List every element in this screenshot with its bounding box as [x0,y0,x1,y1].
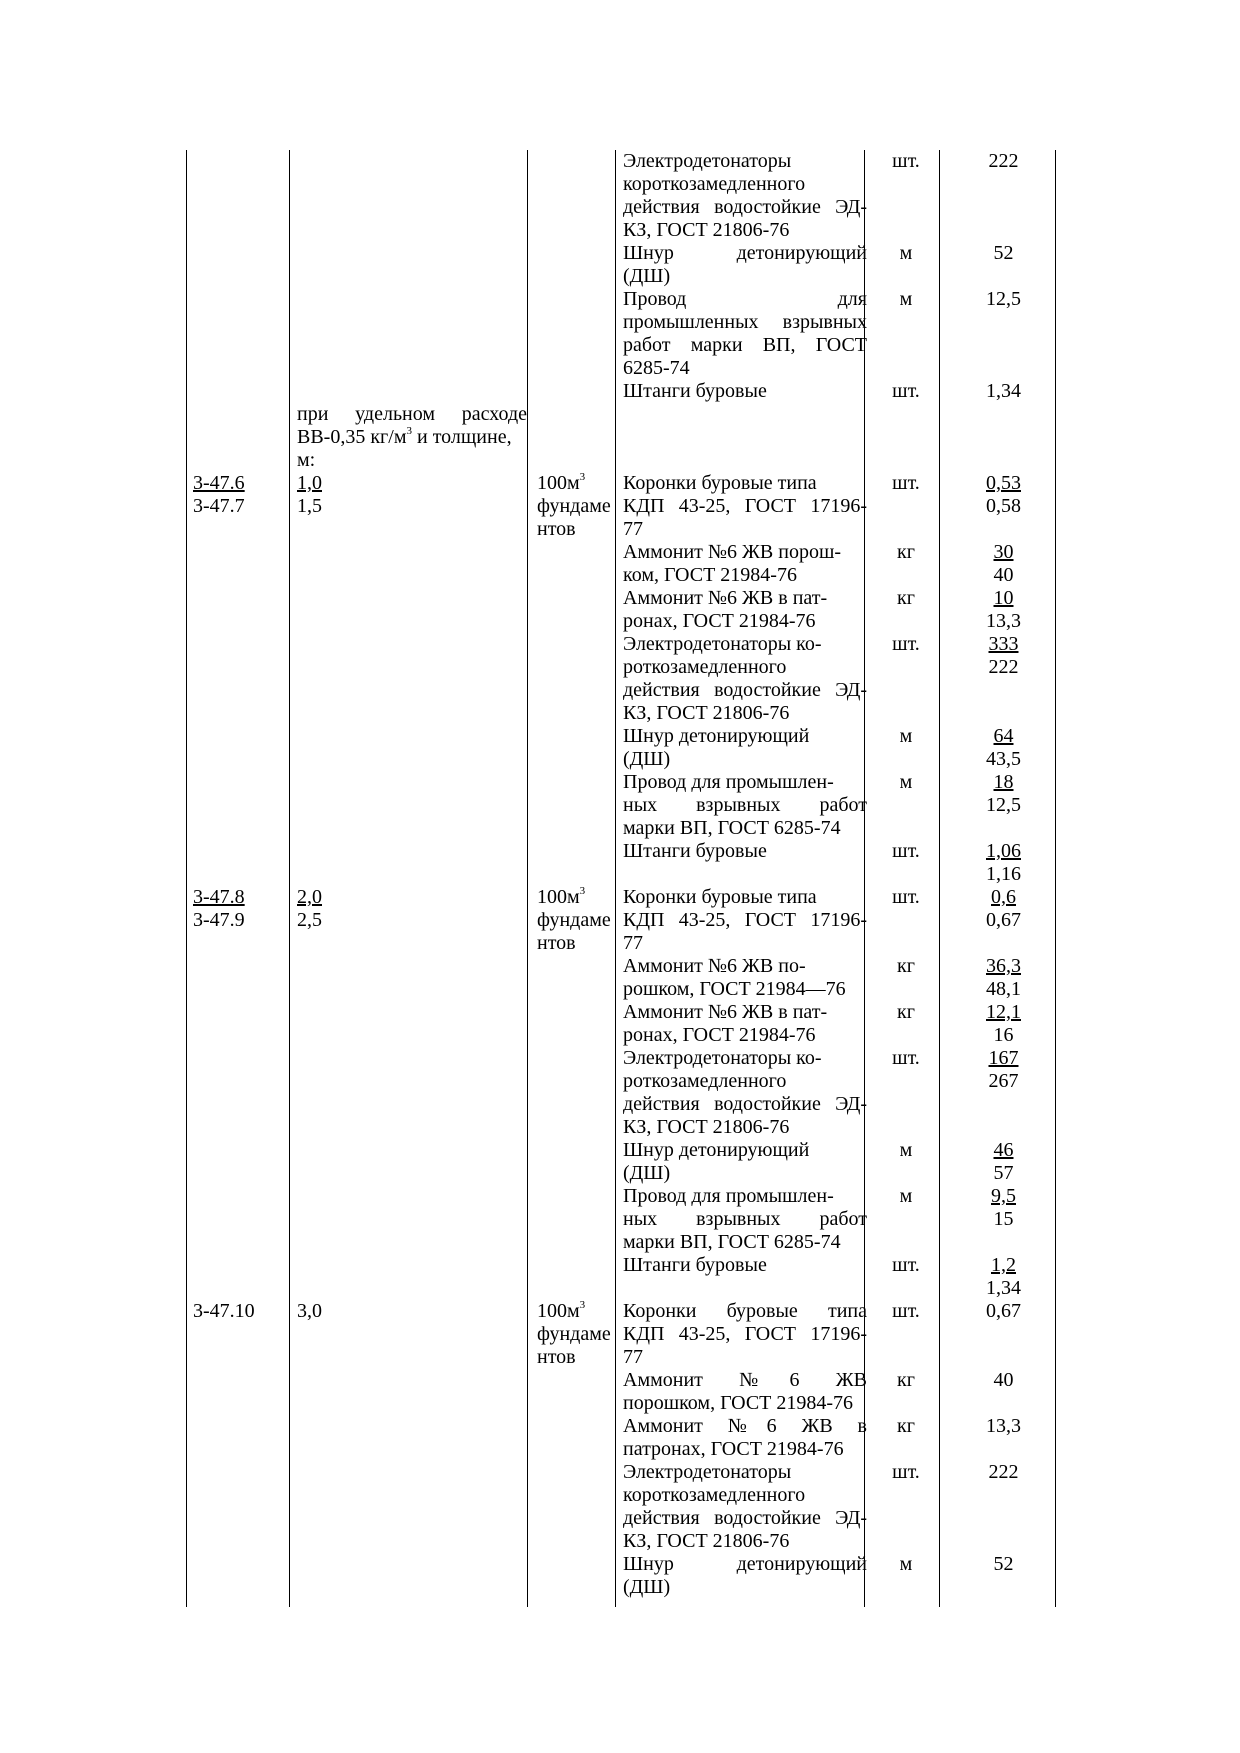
quantity-cell: 13,3 [986,610,1021,632]
resource-name-line: действия водостойкие ЭД- [623,1507,867,1529]
table-rule [289,150,290,1607]
quantity-cell: 167 [988,1047,1019,1069]
quantity-cell: 57 [993,1162,1014,1184]
quantity-cell: 12,1 [986,1001,1021,1023]
resource-name-line: Шнур детонирующий [623,1553,867,1575]
thickness-value: 1,0 [297,472,322,494]
unit-cell: шт. [892,380,920,402]
resource-name-line: Провод для [623,288,867,310]
quantity-cell: 40 [993,1369,1014,1391]
quantity-cell: 52 [993,242,1014,264]
resource-name-line: рошком, ГОСТ 21984—76 [623,978,846,1000]
resource-name-line: 77 [623,932,643,954]
unit-cell: кг [897,1369,915,1391]
unit-cell: м [899,725,913,747]
resource-name-line: действия водостойкие ЭД- [623,679,867,701]
resource-name-line: роткозамедленного [623,1070,787,1092]
resource-name-line: марки ВП, ГОСТ 6285-74 [623,1231,841,1253]
resource-name-line: ных взрывных работ [623,794,867,816]
quantity-cell: 0,53 [986,472,1021,494]
norm-code: 3-47.8 [193,886,245,908]
resource-name-line: Провод для промышлен- [623,771,834,793]
quantity-cell: 0,67 [986,1300,1021,1322]
quantity-cell: 1,34 [986,380,1021,402]
resource-name-line: (ДШ) [623,1576,671,1598]
resource-name-line: Шнур детонирующий [623,242,867,264]
resource-name-line: 6285-74 [623,357,690,379]
measure-unit: нтов [537,932,576,954]
resource-name-line: Аммонит №6 ЖВ по- [623,955,806,977]
quantity-cell: 36,3 [986,955,1021,977]
measure-unit: $100м^3$ [537,885,586,908]
norm-code: 3-47.6 [193,472,245,494]
resource-name-line: роткозамедленного [623,656,787,678]
resource-name-line: Электродетонаторы [623,150,792,172]
resource-name-line: 77 [623,1346,643,1368]
measure-unit: нтов [537,518,576,540]
quantity-cell: 12,5 [986,288,1021,310]
resource-name-line: Шнур детонирующий [623,725,810,747]
resource-name-line: Штанги буровые [623,380,767,402]
resource-name-line: Электродетонаторы [623,1461,792,1483]
quantity-cell: 16 [993,1024,1014,1046]
resource-name-line: патронах, ГОСТ 21984-76 [623,1438,844,1460]
quantity-cell: 0,58 [986,495,1021,517]
resource-name-line: Провод для промышлен- [623,1185,834,1207]
resource-name-line: короткозамедленного [623,173,806,195]
resource-name-line: Коронки буровые типа [623,472,817,494]
resource-name-line: Аммонит №6 ЖВ порош- [623,541,842,563]
unit-cell: кг [897,1415,915,1437]
norm-code: 3-47.10 [193,1300,255,1322]
resource-name-line: КДП 43-25, ГОСТ 17196- [623,909,867,931]
unit-cell: м [899,1185,913,1207]
unit-cell: м [899,288,913,310]
resource-name-line: Коронки буровые типа [623,886,817,908]
quantity-cell: 48,1 [986,978,1021,1000]
resource-name-line: (ДШ) [623,1162,671,1184]
quantity-cell: 43,5 [986,748,1021,770]
quantity-cell: 40 [993,564,1014,586]
measure-unit: $100м^3$ [537,1299,586,1322]
resource-name-line: действия водостойкие ЭД- [623,1093,867,1115]
resource-name-line: ронах, ГОСТ 21984-76 [623,610,816,632]
norm-code: 3-47.9 [193,909,245,931]
quantity-cell: 267 [988,1070,1019,1092]
resource-name-line: Коронки буровые типа [623,1300,867,1322]
thickness-value: 1,5 [297,495,322,517]
measure-unit: нтов [537,1346,576,1368]
unit-cell: м [899,1139,913,1161]
unit-cell: шт. [892,150,920,172]
measure-unit: фундаме [537,1323,611,1345]
unit-cell: шт. [892,840,920,862]
measure-unit: фундаме [537,909,611,931]
measure-unit: $100м^3$ [537,471,586,494]
quantity-cell: 333 [988,633,1019,655]
quantity-cell: 1,16 [986,863,1021,885]
resource-name-line: ронах, ГОСТ 21984-76 [623,1024,816,1046]
resource-name-line: Электродетонаторы ко- [623,1047,822,1069]
resource-name-line: Шнур детонирующий [623,1139,810,1161]
measure-unit: фундаме [537,495,611,517]
resource-name-line: 77 [623,518,643,540]
unit-cell: м [899,771,913,793]
resource-name-line: марки ВП, ГОСТ 6285-74 [623,817,841,839]
quantity-cell: 64 [993,725,1014,747]
resource-name-line: порошком, ГОСТ 21984-76 [623,1392,854,1414]
resource-name-line: КЗ, ГОСТ 21806-76 [623,1530,790,1552]
table-rule [186,150,187,1607]
unit-cell: шт. [892,1047,920,1069]
resource-name-line: КЗ, ГОСТ 21806-76 [623,219,790,241]
quantity-cell: 1,34 [986,1277,1021,1299]
quantity-cell: 52 [993,1553,1014,1575]
resource-name-line: КЗ, ГОСТ 21806-76 [623,702,790,724]
resource-name-line: Аммонит №6 ЖВ [623,1369,867,1391]
resource-name-line: КЗ, ГОСТ 21806-76 [623,1116,790,1138]
resource-name-line: короткозамедленного [623,1484,806,1506]
thickness-value: 2,0 [297,886,322,908]
unit-cell: шт. [892,1254,920,1276]
table-rule [939,150,940,1607]
intro-line: м: [297,449,316,471]
quantity-cell: 0,67 [986,909,1021,931]
intro-line: при удельном расходе [297,403,527,425]
unit-cell: м [899,242,913,264]
quantity-cell: 1,06 [986,840,1021,862]
resource-name-line: Штанги буровые [623,1254,767,1276]
quantity-cell: 18 [993,771,1014,793]
resource-name-line: промышленных взрывных [623,311,867,333]
unit-cell: кг [897,541,915,563]
unit-cell: шт. [892,886,920,908]
quantity-cell: 13,3 [986,1415,1021,1437]
resource-name-line: (ДШ) [623,748,671,770]
unit-cell: кг [897,1001,915,1023]
unit-cell: м [899,1553,913,1575]
quantity-cell: 10 [993,587,1014,609]
resource-name-line: Аммонит №6 ЖВ в пат- [623,587,828,609]
resource-name-line: КДП 43-25, ГОСТ 17196- [623,1323,867,1345]
resource-name-line: ных взрывных работ [623,1208,867,1230]
unit-cell: шт. [892,472,920,494]
quantity-cell: 222 [988,1461,1019,1483]
resource-name-line: ком, ГОСТ 21984-76 [623,564,797,586]
quantity-cell: 222 [988,656,1019,678]
unit-cell: шт. [892,1461,920,1483]
quantity-cell: 9,5 [991,1185,1016,1207]
unit-cell: кг [897,955,915,977]
resource-name-line: (ДШ) [623,265,671,287]
quantity-cell: 46 [993,1139,1014,1161]
resource-name-line: Штанги буровые [623,840,767,862]
resource-name-line: Аммонит №6 ЖВ в [623,1415,867,1437]
unit-cell: шт. [892,633,920,655]
quantity-cell: 15 [993,1208,1014,1230]
quantity-cell: 12,5 [986,794,1021,816]
table-rule [615,150,616,1607]
quantity-cell: 1,2 [991,1254,1016,1276]
thickness-value: 2,5 [297,909,322,931]
quantity-cell: 222 [988,150,1019,172]
resource-name-line: действия водостойкие ЭД- [623,196,867,218]
quantity-cell: 30 [993,541,1014,563]
intro-line: ВВ-0,35 $кг/м^3$ и толщине, [297,425,512,448]
table-rule [527,150,528,1607]
resource-name-line: работ марки ВП, ГОСТ [623,334,867,356]
unit-cell: шт. [892,1300,920,1322]
norm-code: 3-47.7 [193,495,245,517]
unit-cell: кг [897,587,915,609]
quantity-cell: 0,6 [991,886,1016,908]
thickness-value: 3,0 [297,1300,322,1322]
resource-name-line: Аммонит №6 ЖВ в пат- [623,1001,828,1023]
resource-name-line: КДП 43-25, ГОСТ 17196- [623,495,867,517]
resource-name-line: Электродетонаторы ко- [623,633,822,655]
